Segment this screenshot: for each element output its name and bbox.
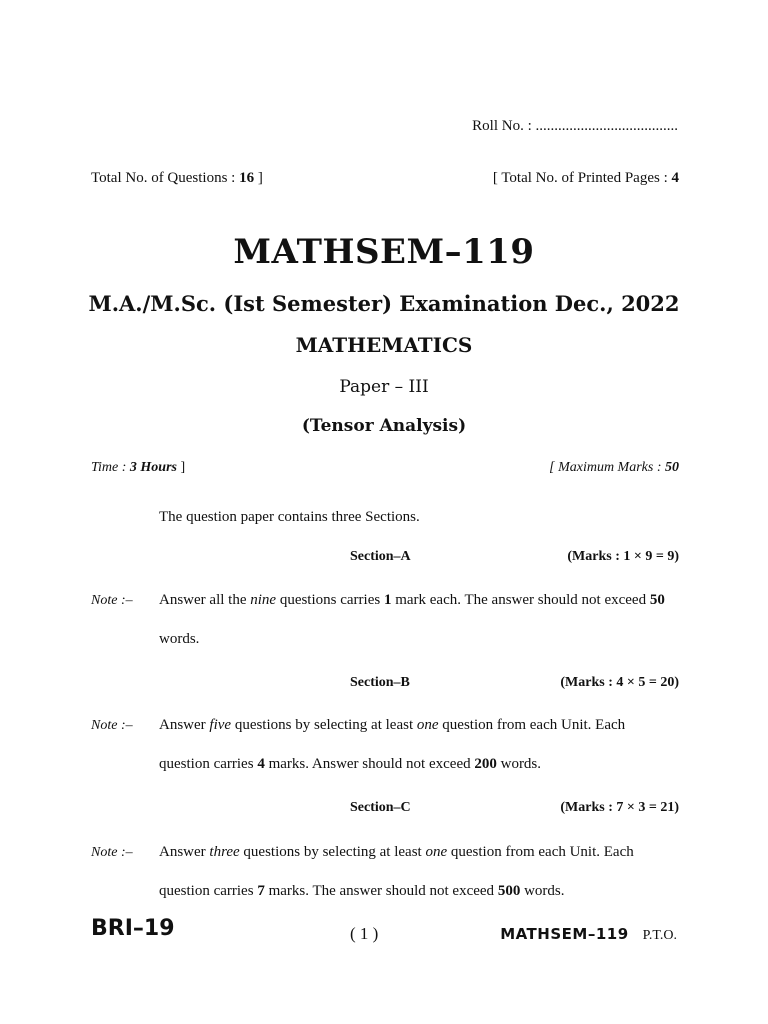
max-marks-label: [ Maximum Marks : (549, 460, 662, 475)
section-c-heading (350, 800, 679, 816)
page-number: ( 1 ) (350, 924, 379, 943)
paper-topic: (Tensor Analysis) (301, 416, 467, 436)
total-questions-value: 16 (239, 170, 255, 186)
section-b-note: Answer five questions by selecting at least one question from each Unit. Each question carries 4 marks. Answer should not exceed 200 words. (159, 717, 626, 772)
roll-number-label: Roll No. : (472, 118, 532, 134)
maximum-marks (549, 460, 679, 476)
section-marks: (Marks : 4 × 5 = 20) (560, 675, 679, 690)
footer-paper-code: MATHSEM–119 (500, 925, 629, 943)
time-marks-line (91, 460, 679, 476)
subject-title: MATHEMATICS (295, 333, 473, 357)
note-label: Note :– (91, 718, 133, 733)
roll-number-dots: ...................................... (535, 118, 678, 134)
section-marks: (Marks : 1 × 9 = 9) (567, 549, 679, 564)
roll-number-line (472, 118, 678, 135)
section-c-note: Answer three questions by selecting at least one question from each Unit. Each question carries 7 marks. The answer should not exceed 500 words. (159, 844, 634, 899)
total-pages-label: [ Total No. of Printed Pages : (492, 170, 668, 186)
total-pages (493, 170, 679, 187)
section-marks: (Marks : 7 × 3 = 21) (560, 800, 679, 815)
section-a-note: Answer all the nine questions carries 1 mark each. The answer should not exceed 50 words. (159, 592, 665, 647)
total-questions: Total No. of Questions : 16 ] (91, 170, 263, 186)
section-b-heading (350, 675, 679, 691)
footer-right (500, 925, 677, 944)
note-label: Note :– (91, 845, 133, 860)
paper-code-title: MATHSEM–119 (233, 232, 535, 272)
total-questions-label: Total No. of Questions : (91, 170, 236, 186)
intro-text: The question paper contains three Sections. (159, 509, 420, 525)
footer-code: BRI–19 (91, 916, 175, 941)
question-count-line (91, 170, 679, 187)
note-label: Note :– (91, 593, 133, 608)
section-a-heading (350, 549, 679, 565)
total-pages-value: 4 (671, 170, 679, 186)
max-marks-value: 50 (665, 460, 679, 475)
section-name: Section–A (350, 549, 411, 564)
please-turn-over: P.T.O. (642, 928, 677, 943)
paper-number: Paper – III (339, 377, 429, 397)
section-name: Section–C (350, 800, 411, 815)
time-label: Time : (91, 460, 127, 475)
section-name: Section–B (350, 675, 410, 690)
exam-title: M.A./M.Sc. (Ist Semester) Examination Dec., 2022 (88, 291, 680, 316)
time-value: 3 Hours (129, 460, 177, 475)
time-allowed: Time : 3 Hours ] (91, 460, 186, 475)
